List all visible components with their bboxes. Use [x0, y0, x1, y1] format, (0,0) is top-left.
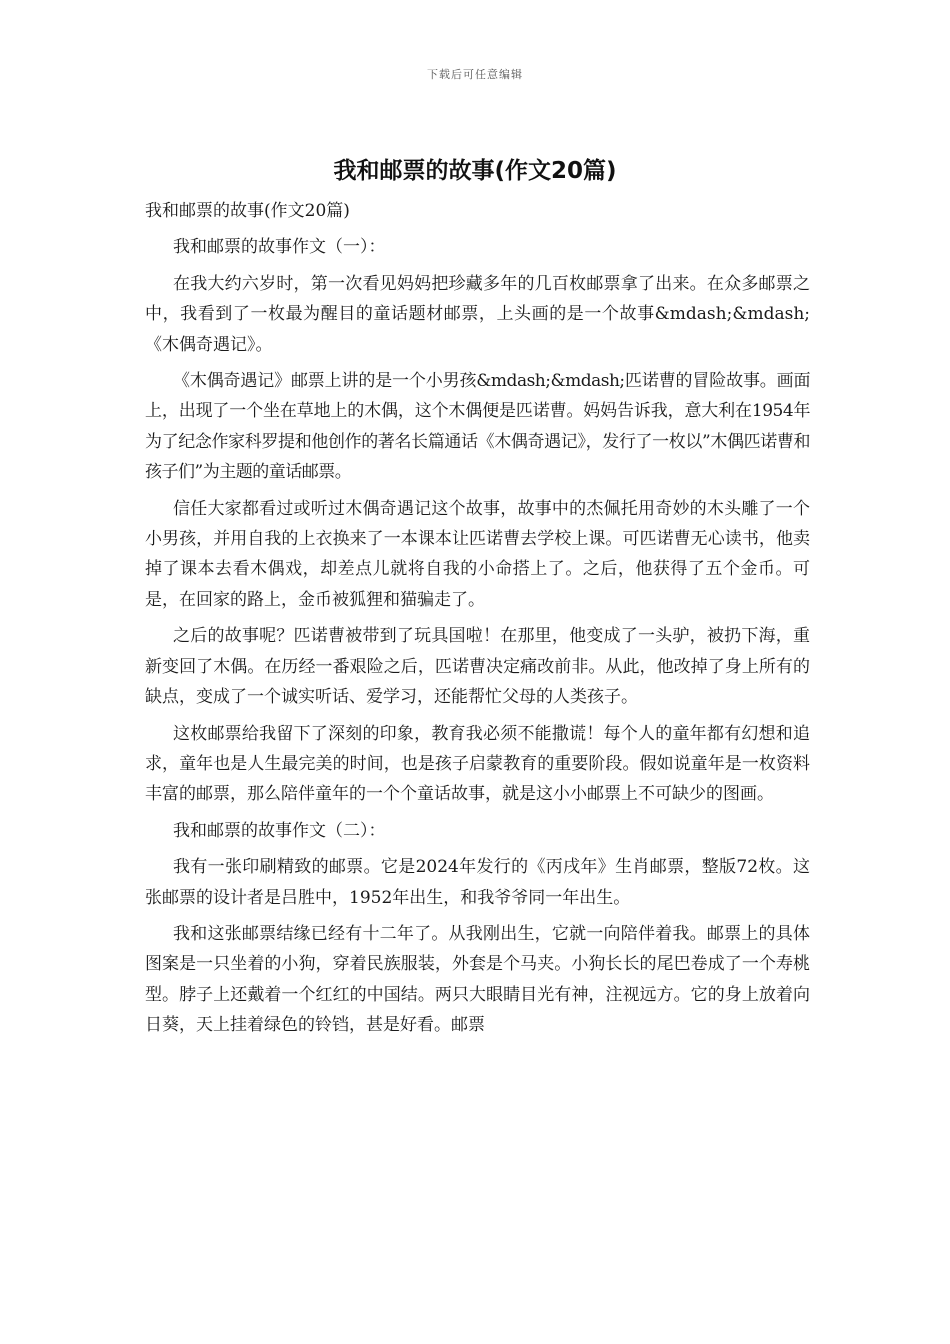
document-body: [145, 196, 810, 1047]
paragraph: 我和这张邮票结缘已经有十二年了。从我刚出生，它就一向陪伴着我。邮票上的具体图案是一只坐着的小狗，穿着民族服装，外套是个马夹。小狗长长的尾巴卷成了一个寿桃型。脖子上还戴着一个红红的中国结。两只大眼睛目光有神，注视远方。它的身上放着向日葵，天上挂着绿色的铃铛，甚是好看。邮票: [145, 923, 810, 1036]
paragraph: 在我大约六岁时，第一次看见妈妈把珍藏多年的几百枚邮票拿了出来。在众多邮票之中，我看到了一枚最为醒目的童话题材邮票，上头画的是一个故事&mdash;&mdash;《木偶奇遇记》。: [145, 273, 810, 355]
paragraph: 信任大家都看过或听过木偶奇遇记这个故事，故事中的杰佩托用奇妙的木头雕了一个小男孩，并用自我的上衣换来了一本课本让匹诺曹去学校上课。可匹诺曹无心读书，他卖掉了课本去看木偶戏，却差点儿就将自我的小命搭上了。之后，他获得了五个金币。可是，在回家的路上，金币被狐狸和猫骗走了。: [145, 498, 810, 610]
section-heading-1: 我和邮票的故事作文（一）：: [173, 237, 386, 258]
document-title: 我和邮票的故事(作文20篇): [333, 158, 617, 184]
document-subtitle: 我和邮票的故事(作文20篇): [145, 201, 350, 221]
paragraph: 这枚邮票给我留下了深刻的印象，教育我必须不能撒谎！每个人的童年都有幻想和追求，童年也是人生最完美的时间，也是孩子启蒙教育的重要阶段。假如说童年是一枚资料丰富的邮票，那么陪伴童年的一个个童话故事，就是这小小邮票上不可缺少的图画。: [145, 723, 810, 805]
paragraph: 我有一张印刷精致的邮票。它是2024年发行的《丙戌年》生肖邮票，整版72枚。这张邮票的设计者是吕胜中，1952年出生，和我爷爷同一年出生。: [145, 857, 810, 908]
paragraph: 之后的故事呢？匹诺曹被带到了玩具国啦！在那里，他变成了一头驴，被扔下海，重新变回了木偶。在历经一番艰险之后，匹诺曹决定痛改前非。从此，他改掉了身上所有的缺点，变成了一个诚实听话、爱学习，还能帮忙父母的人类孩子。: [145, 626, 810, 708]
section-heading-2: 我和邮票的故事作文（二）：: [173, 820, 386, 841]
header-note: 下载后可任意编辑: [427, 68, 523, 81]
paragraph: 《木偶奇遇记》邮票上讲的是一个小男孩&mdash;&mdash;匹诺曹的冒险故事。画面上，出现了一个坐在草地上的木偶，这个木偶便是匹诺曹。妈妈告诉我，意大利在1954年为了纪念作家科罗提和他创作的著名长篇通话《木偶奇遇记》，发行了一枚以”木偶匹诺曹和孩子们”为主题的童话邮票。: [145, 371, 810, 483]
